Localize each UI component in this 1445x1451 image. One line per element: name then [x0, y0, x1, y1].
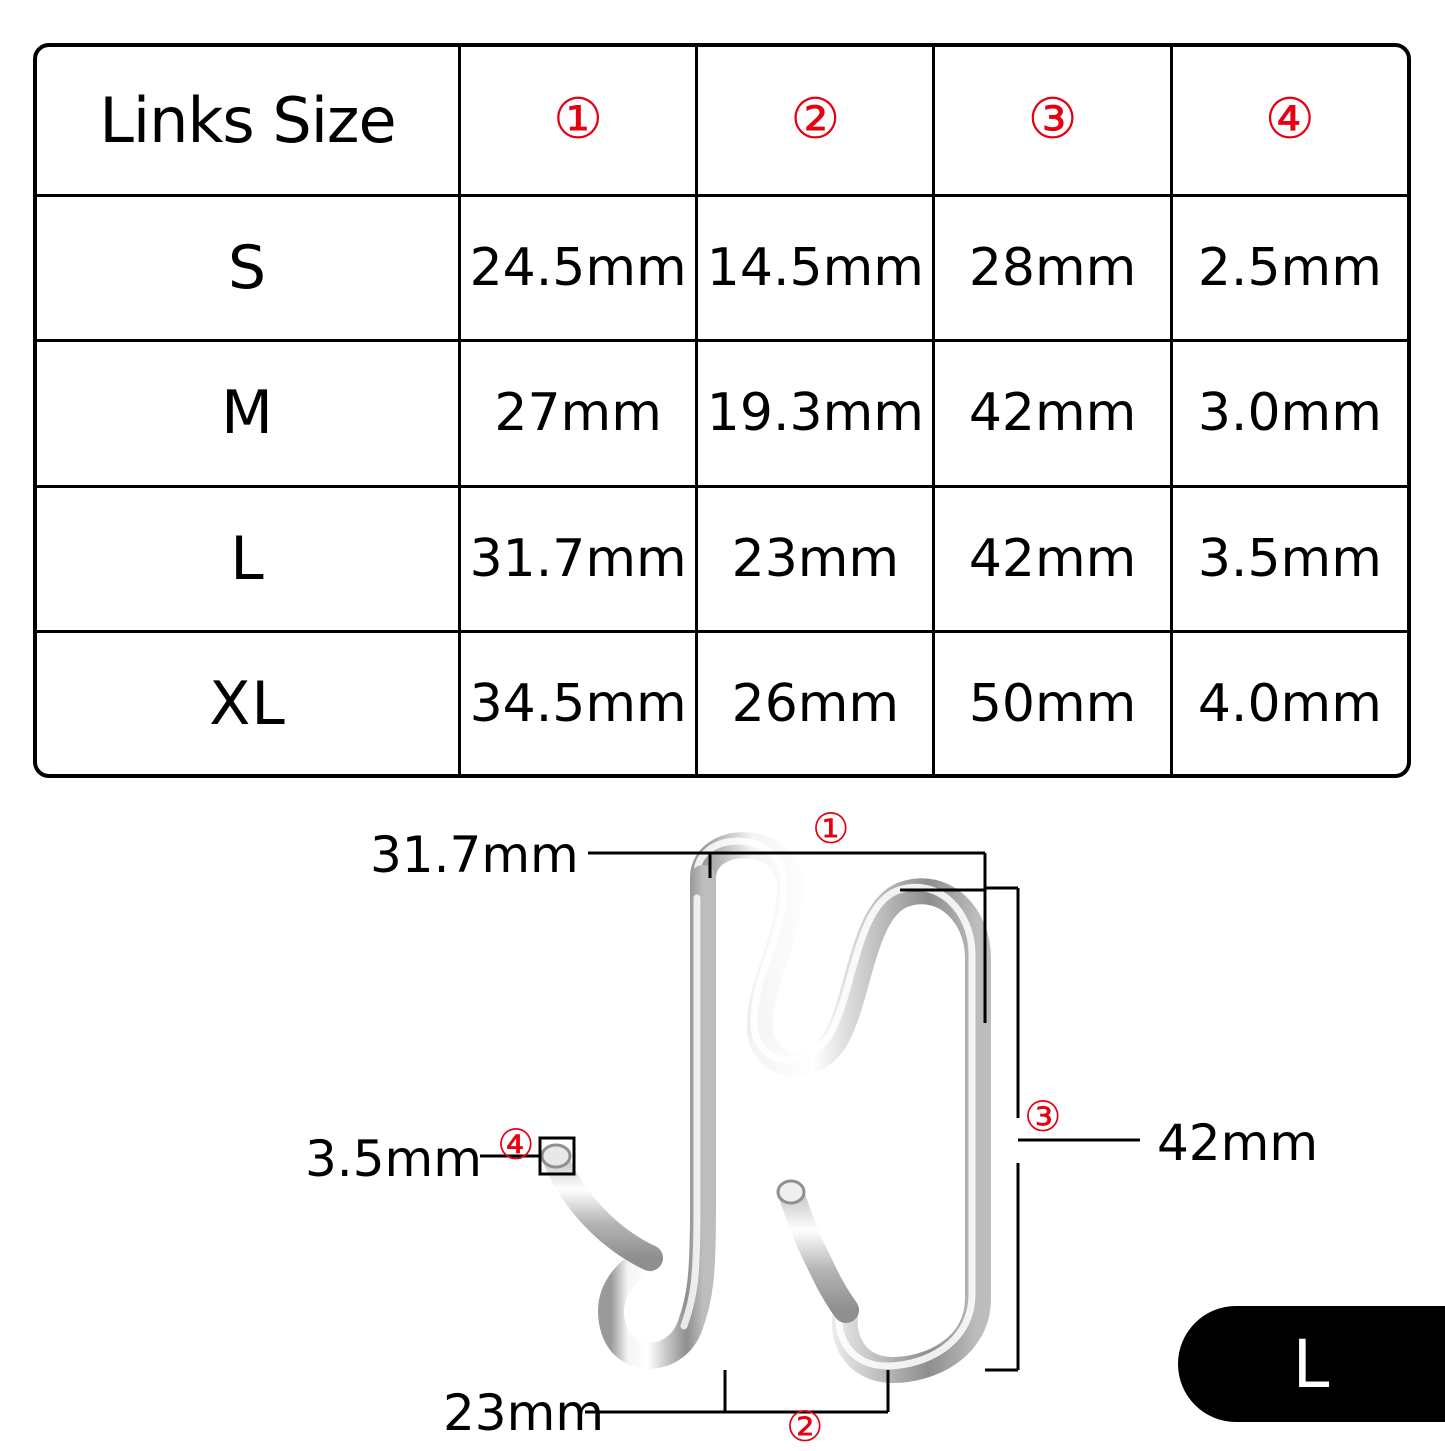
circled-number-3-icon: ③ [1024, 1092, 1062, 1141]
table-header-row [37, 47, 1407, 195]
cell-value: 26mm [697, 632, 934, 774]
table-row [37, 632, 1407, 774]
links-size-table [33, 43, 1411, 778]
row-size-label: S [37, 195, 460, 340]
cell-value: 42mm [934, 341, 1171, 486]
cell-value: 28mm [934, 195, 1171, 340]
cell-value: 14.5mm [697, 195, 934, 340]
size-table [37, 47, 1407, 774]
table-row [37, 341, 1407, 486]
column-header-4 [1171, 47, 1407, 195]
column-header-1 [460, 47, 697, 195]
row-size-label: M [37, 341, 460, 486]
cell-value: 3.0mm [1171, 341, 1407, 486]
column-header-2 [697, 47, 934, 195]
dimension-label-4: 3.5mm [305, 1130, 482, 1188]
column-header-3 [934, 47, 1171, 195]
dimension-label-3: 42mm [1157, 1114, 1319, 1172]
circled-number-4-icon: ④ [497, 1120, 535, 1169]
cell-value: 3.5mm [1171, 486, 1407, 631]
cell-value: 42mm [934, 486, 1171, 631]
row-size-label: L [37, 486, 460, 631]
cell-value: 50mm [934, 632, 1171, 774]
row-size-label: XL [37, 632, 460, 774]
cell-value: 19.3mm [697, 341, 934, 486]
circled-number-3-icon: ③ [1027, 87, 1078, 153]
table-row [37, 486, 1407, 631]
cell-value: 34.5mm [460, 632, 697, 774]
cell-value: 24.5mm [460, 195, 697, 340]
table-row [37, 195, 1407, 340]
cell-value: 23mm [697, 486, 934, 631]
circled-number-2-icon: ② [790, 87, 841, 153]
circled-number-1-icon: ① [812, 804, 850, 853]
cell-value: 4.0mm [1171, 632, 1407, 774]
circled-number-4-icon: ④ [1264, 87, 1315, 153]
cell-value: 2.5mm [1171, 195, 1407, 340]
circled-number-1-icon: ① [553, 87, 604, 153]
table-title-cell: Links Size [37, 47, 460, 195]
cell-value: 27mm [460, 341, 697, 486]
size-badge: L [1178, 1306, 1445, 1422]
cell-value: 31.7mm [460, 486, 697, 631]
dimension-label-2: 23mm [443, 1384, 605, 1442]
circled-number-2-icon: ② [786, 1402, 824, 1451]
dimension-label-1: 31.7mm [370, 826, 579, 884]
